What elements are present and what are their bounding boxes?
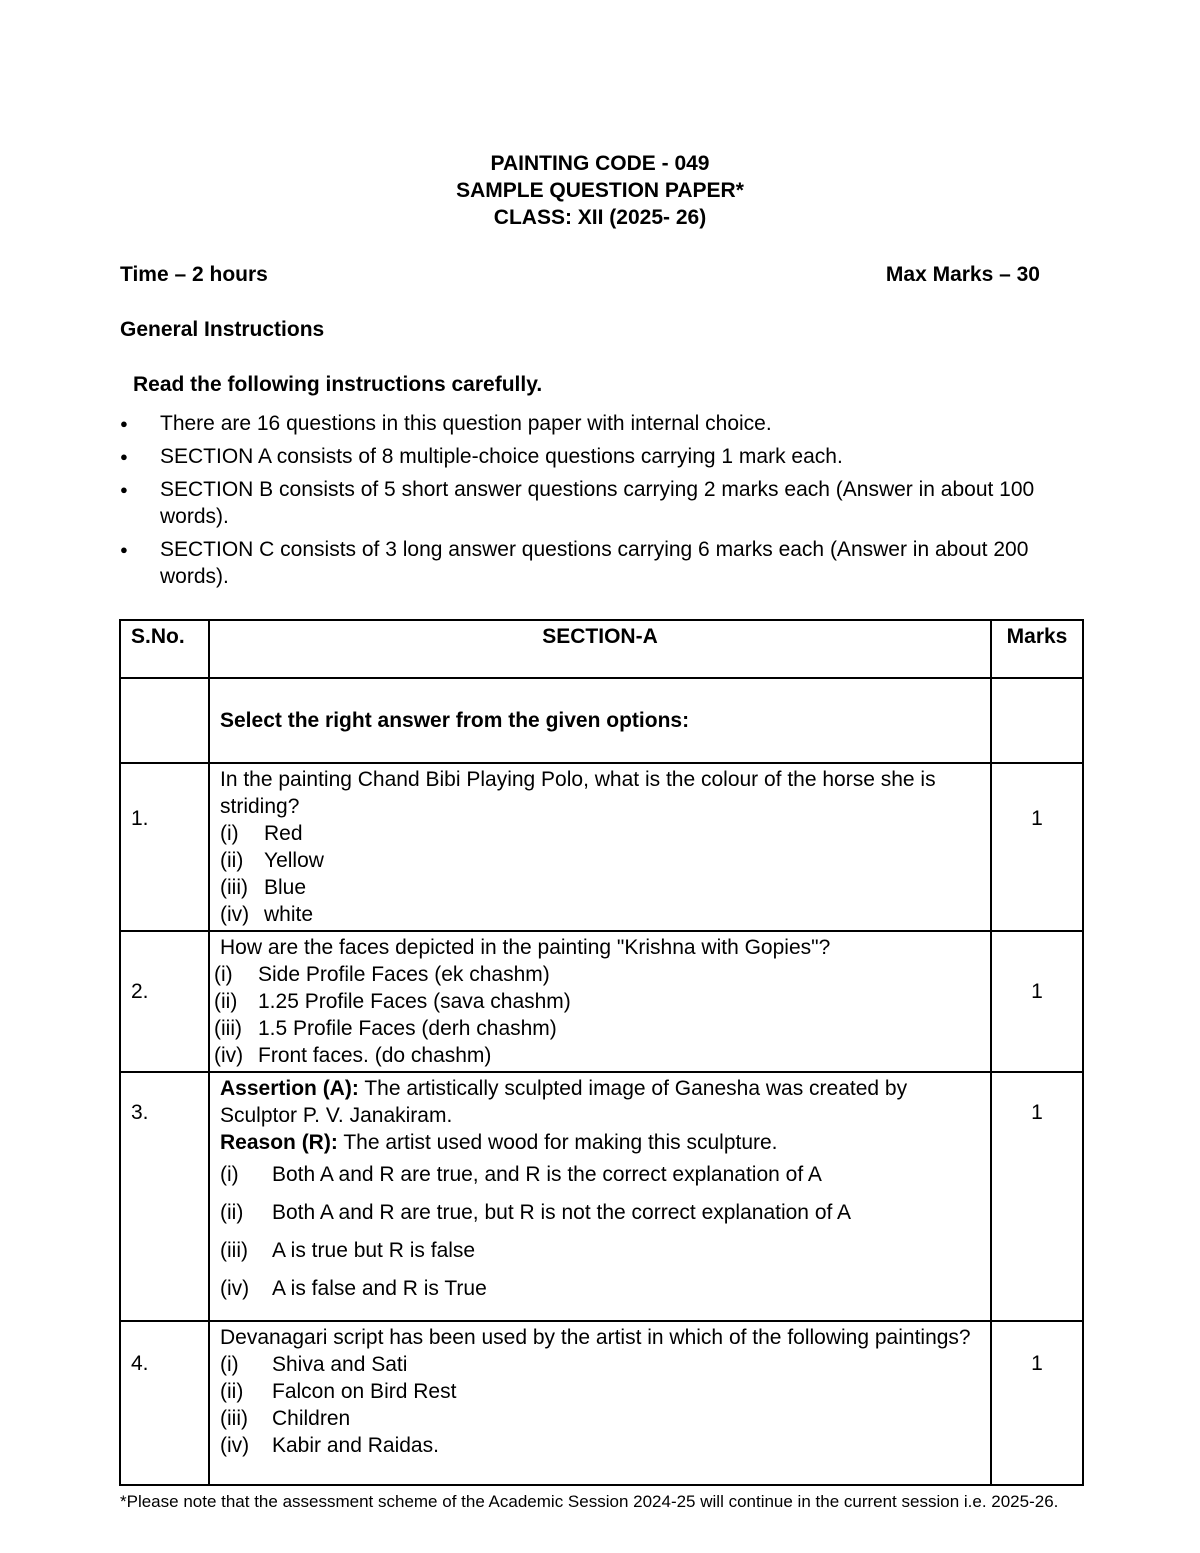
bullet-icon: ●	[120, 482, 128, 497]
option: (i) Side Profile Faces (ek chashm)	[214, 963, 550, 986]
option: (ii) 1.25 Profile Faces (sava chashm)	[214, 990, 571, 1013]
instructions-list	[120, 410, 1040, 596]
section-instruction: Select the right answer from the given options:	[220, 709, 690, 732]
time-label: Time – 2 hours	[120, 263, 268, 286]
general-instructions-heading: General Instructions	[120, 318, 325, 341]
list-item: ● SECTION A consists of 8 multiple-choice questions carrying 1 mark each.	[120, 445, 843, 468]
question-number: 4.	[131, 1352, 149, 1375]
question-marks: 1	[1031, 1101, 1043, 1124]
bullet-icon: ●	[120, 449, 128, 464]
table-row	[120, 1321, 1083, 1485]
list-item: ● SECTION B consists of 5 short answer questions carrying 2 marks each (Answer in about 100 words).	[120, 478, 1035, 528]
table-row	[120, 678, 1083, 763]
list-item: ● SECTION C consists of 3 long answer questions carrying 6 marks each (Answer in about 200 words).	[120, 538, 1029, 588]
meta-row	[120, 263, 1040, 287]
question-marks: 1	[1031, 807, 1043, 830]
list-item: ● There are 16 questions in this question paper with internal choice.	[120, 412, 772, 435]
read-instructions-heading: Read the following instructions carefully.	[133, 373, 543, 396]
question-marks: 1	[1031, 1352, 1043, 1375]
sno-header: S.No.	[120, 620, 209, 678]
option: (iii) Blue	[220, 876, 307, 899]
subject-code: PAINTING CODE - 049	[490, 152, 710, 175]
question-marks: 1	[1031, 979, 1043, 1003]
question-number: 3.	[131, 1101, 149, 1124]
option: (iii) A is true but R is false	[220, 1239, 476, 1262]
question-text: In the painting Chand Bibi Playing Polo, what is the colour of the horse she is striding?	[220, 768, 936, 818]
section-a-table	[119, 619, 1084, 1486]
bullet-icon: ●	[120, 542, 128, 557]
question-text: How are the faces depicted in the painting "Krishna with Gopies"?	[220, 936, 831, 959]
table-row	[120, 931, 1083, 1072]
option: (i) Both A and R are true, and R is the correct explanation of A	[220, 1163, 822, 1186]
class-label: CLASS: XII (2025- 26)	[493, 206, 707, 229]
option: (iv) white	[220, 903, 314, 926]
option: (iii) 1.5 Profile Faces (derh chashm)	[214, 1017, 557, 1040]
option: (i) Shiva and Sati	[220, 1353, 408, 1376]
option: (iii) Children	[220, 1407, 351, 1430]
assertion: Assertion (A): The artistically sculpted image of Ganesha was created by Sculptor P. V. Janakiram.	[220, 1077, 908, 1127]
paper-type: SAMPLE QUESTION PAPER*	[456, 179, 744, 202]
option: (iv) Front faces. (do chashm)	[214, 1044, 492, 1067]
option: (i) Red	[220, 822, 303, 845]
table-header-row	[120, 620, 1083, 678]
option: (ii) Yellow	[220, 849, 324, 872]
option: (ii) Falcon on Bird Rest	[220, 1380, 457, 1403]
option: (iv) A is false and R is True	[220, 1277, 487, 1300]
max-marks-label: Max Marks – 30	[885, 263, 1040, 286]
section-header: SECTION-A	[209, 620, 991, 678]
reason: Reason (R): The artist used wood for making this sculpture.	[220, 1131, 778, 1154]
footnote: *Please note that the assessment scheme of the Academic Session 2024-25 will continue in the current session i.e. 2025-26.	[120, 1492, 1059, 1511]
question-number: 1.	[131, 807, 149, 830]
option: (iv) Kabir and Raidas.	[220, 1434, 439, 1457]
paper-title	[0, 150, 1200, 231]
question-number: 2.	[131, 979, 149, 1003]
bullet-icon: ●	[120, 416, 128, 431]
question-text: Devanagari script has been used by the artist in which of the following paintings?	[220, 1326, 971, 1349]
marks-header: Marks	[991, 620, 1083, 678]
table-row	[120, 763, 1083, 931]
table-row	[120, 1072, 1083, 1321]
option: (ii) Both A and R are true, but R is not the correct explanation of A	[220, 1201, 852, 1224]
